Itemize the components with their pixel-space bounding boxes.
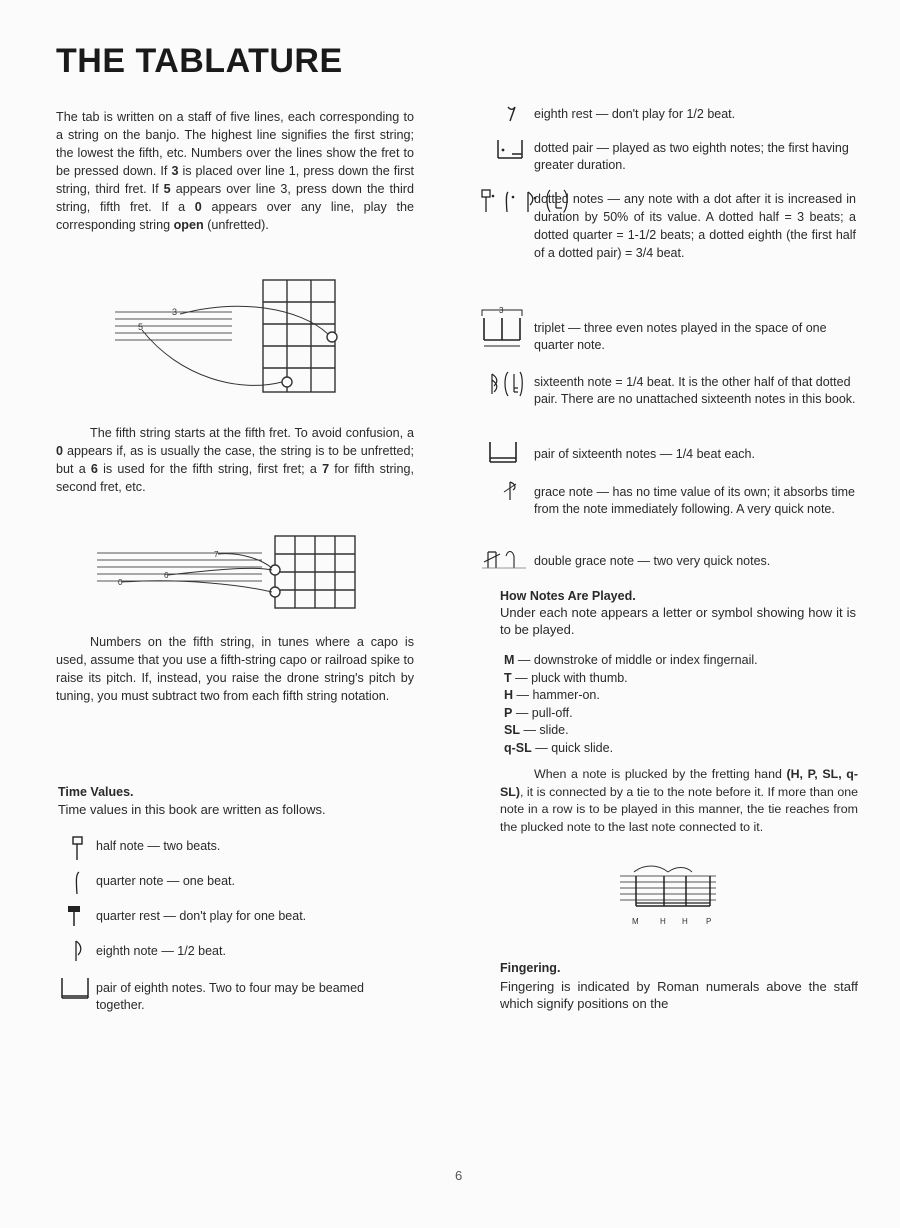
technique-list [504,652,758,757]
double-grace-note-icon [478,546,534,574]
time-values-heading: Time Values. [58,785,134,799]
quarter-rest-icon [66,902,84,930]
fingering-text: Fingering is indicated by Roman numerals above the staff which signify positions on the [500,979,858,1011]
time-item-eighth-rest: eighth rest — don't play for 1/2 beat. [534,107,736,121]
triplet-mark: 3 [499,306,504,315]
time-item-dotted-notes: dotted notes — any note with a dot after it is increased in duration by 50% of its value. A dotted half = 3 beats; a dotted quarter = 1-1/2 beats; a dotted eighth (the first half of a dotted pair) = 3/4 beat. [534,192,856,260]
tab-number-5: 5 [138,322,144,332]
page-title: THE TABLATURE [56,42,343,80]
time-item-double-grace-note: double grace note — two very quick notes. [534,554,771,568]
time-item-eighth-note: eighth note — 1/2 beat. [96,944,226,958]
capo-paragraph: Numbers on the fifth string, in tunes where a capo is used, assume that you use a fifth-string capo or railroad spike to raise its pitch. If, instead, you raise the drone string's pitch by tuning, you must subtract two from each fifth string notation. [56,635,414,703]
tab-number-7: 7 [214,550,219,559]
how-notes-heading: How Notes Are Played. [500,589,636,603]
tie-label-1: M [632,917,639,926]
time-item-quarter-rest: quarter rest — don't play for one beat. [96,909,307,923]
time-item-grace-note: grace note — has no time value of its own; it absorbs time from the note immediately following. A very quick note. [534,485,855,516]
time-item-triplet: triplet — three even notes played in the space of one quarter note. [534,321,827,352]
fingering-heading: Fingering. [500,961,561,975]
eighth-note-icon [70,937,86,965]
grace-note-icon [492,478,522,506]
page-number: 6 [455,1168,463,1183]
time-item-sixteenth-pair: pair of sixteenth notes — 1/4 beat each. [534,447,755,461]
half-note-icon [70,834,86,862]
tab-fretboard-diagram-1 [110,278,350,396]
how-notes-intro: Under each note appears a letter or symbol showing how it is to be played. [500,605,856,637]
time-values-intro: Time values in this book are written as follows. [58,802,326,817]
time-item-half-note: half note — two beats. [96,839,221,853]
time-item-sixteenth-note: sixteenth note = 1/4 beat. It is the other half of that dotted pair. There are no unattached sixteenth notes in this book. [534,375,856,406]
time-item-dotted-pair: dotted pair — played as two eighth notes; the first having greater duration. [534,141,849,172]
triplet-icon [478,304,526,350]
tab-intro-paragraph: The tab is written on a staff of five lines, each corresponding to a string on the banjo. The highest line signifies the first string; the lowest the fifth, etc. Numbers over the lines show the fret to be pressed down. If 3 is placed over line 1, press down the first string, third fret. If 5 appears over line 3, press down the third string, fifth fret. If a 0 appears over any line, play the corresponding string open (unfretted). [56,110,414,232]
tab-fretboard-diagram-2 [92,530,362,610]
technique-h: H — hammer-on. [504,688,600,702]
time-item-eighth-pair: pair of eighth notes. Two to four may be beamed together. [96,981,364,1012]
quarter-note-icon [70,868,86,896]
technique-p: P — pull-off. [504,705,573,720]
tie-label-4: P [706,917,712,926]
tab-number-3: 3 [172,307,178,317]
fifth-string-paragraph: The fifth string starts at the fifth fret. To avoid confusion, a 0 appears if, as is usually the case, the string is to be unfretted; but a 6 is used for the fifth string, first fret; a 7 for fifth string, second fret, etc. [56,426,414,494]
technique-qsl: q-SL — quick slide. [504,740,614,755]
sixteenth-note-icon [486,368,524,402]
eighth-rest-icon [505,103,519,125]
tie-example-staff [616,862,722,932]
technique-sl: SL — slide. [504,723,569,737]
sixteenth-pair-icon [486,438,526,468]
technique-t: T — pluck with thumb. [504,670,628,685]
dotted-pair-icon [494,136,528,164]
tie-label-3: H [682,917,688,926]
technique-m: M — downstroke of middle or index fingernail. [504,653,758,667]
tie-paragraph: When a note is plucked by the fretting hand (H, P, SL, q-SL), it is connected by a tie to the note before it. If more than one note in a row is to be played in this manner, the tie reaches from the plucked note to the last note connected to it. [500,767,858,834]
tab-number-0: 0 [118,578,123,587]
time-item-quarter-note: quarter note — one beat. [96,874,235,888]
tie-label-2: H [660,917,666,926]
tab-number-6: 6 [164,571,169,580]
eighth-note-pair-icon [58,974,94,1004]
